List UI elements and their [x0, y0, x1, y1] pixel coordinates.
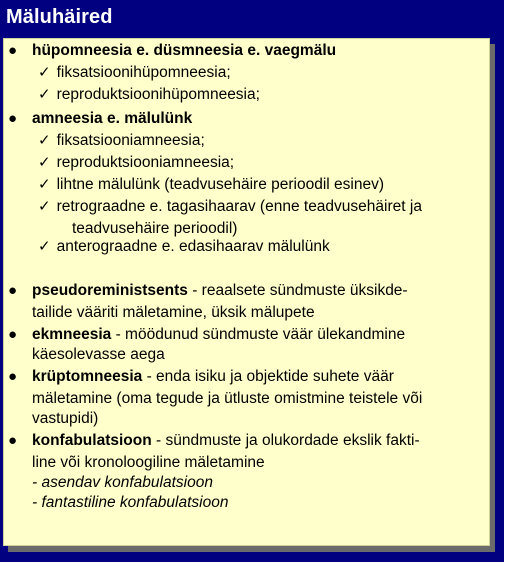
- bullet-icon: ●: [8, 326, 18, 343]
- term-definition: - sündmuste ja olukordade ekslik fakti-: [151, 432, 420, 449]
- subitem: [38, 175, 384, 195]
- term-definition-continued: käesolevasse aega: [32, 346, 165, 363]
- term-definition-continued: mäletamine (oma tegude ja ütluste omistmine teistele või: [32, 390, 423, 407]
- term-label: konfabulatsioon: [32, 432, 152, 449]
- bullet-icon: ●: [8, 282, 18, 299]
- subitem: [38, 63, 231, 83]
- check-icon: ✓: [38, 64, 51, 81]
- term-definition-continued: tailide vääriti mäletamine, üksik mälupete: [32, 304, 315, 321]
- bullet-icon: ●: [8, 368, 18, 385]
- slide-title: Mäluhäired: [6, 6, 113, 28]
- check-icon: ✓: [38, 86, 51, 103]
- subitem: [38, 153, 234, 173]
- bullet-icon: ●: [8, 110, 18, 127]
- subitem: [38, 85, 260, 105]
- check-icon: ✓: [38, 176, 51, 193]
- term-definition: - reaalsete sündmuste üksikde-: [187, 282, 408, 299]
- subitem: [38, 197, 422, 217]
- check-icon: ✓: [38, 154, 51, 171]
- term-label: ekmneesia: [32, 326, 112, 343]
- term-label: krüptomneesia: [32, 368, 143, 385]
- term-label: pseudoreministsents: [32, 282, 188, 299]
- bullet-icon: ●: [8, 432, 18, 449]
- term-definition-continued: line või kronoloogiline mäletamine: [32, 454, 265, 471]
- subitem-label: retrograadne e. tagasihaarav (enne teadvusehäiret ja: [56, 198, 422, 215]
- check-icon: ✓: [38, 198, 51, 215]
- subitem-label: anterograadne e. edasihaarav mälulünk: [56, 238, 330, 255]
- term-pseudoreministsents: [32, 281, 408, 301]
- term-ekmneesia: [32, 325, 405, 345]
- subitem: [38, 237, 330, 257]
- subitem-continuation: teadvusehäire perioodil): [72, 220, 238, 237]
- term-definition-continued: vastupidi): [32, 410, 99, 427]
- check-icon: ✓: [38, 238, 51, 255]
- term-konfabulatsioon: [32, 431, 420, 451]
- subitem-label: reproduktsiooniamneesia;: [56, 154, 235, 171]
- content-box: [3, 38, 490, 546]
- check-icon: ✓: [38, 132, 51, 149]
- bullet-icon: ●: [8, 42, 18, 59]
- konfabulatsioon-subtype: - fantastiline konfabulatsioon: [32, 494, 229, 511]
- konfabulatsioon-subtype: - asendav konfabulatsioon: [32, 474, 213, 491]
- section-heading-hypomneesia: hüpomneesia e. düsmneesia e. vaegmälu: [32, 42, 337, 59]
- subitem-label: fiksatsiooniamneesia;: [56, 132, 205, 149]
- subitem: [38, 131, 205, 151]
- section-heading-amneesia: amneesia e. mälulünk: [32, 110, 193, 127]
- title-bar: [0, 0, 504, 36]
- term-kryptomneesia: [32, 367, 394, 387]
- subitem-label: lihtne mälulünk (teadvusehäire perioodil esinev): [56, 176, 384, 193]
- subitem-label: reproduktsioonihüpomneesia;: [56, 86, 260, 103]
- subitem-label: fiksatsioonihüpomneesia;: [56, 64, 231, 81]
- term-definition: - möödunud sündmuste väär ülekandmine: [111, 326, 406, 343]
- term-definition: - enda isiku ja objektide suhete väär: [142, 368, 394, 385]
